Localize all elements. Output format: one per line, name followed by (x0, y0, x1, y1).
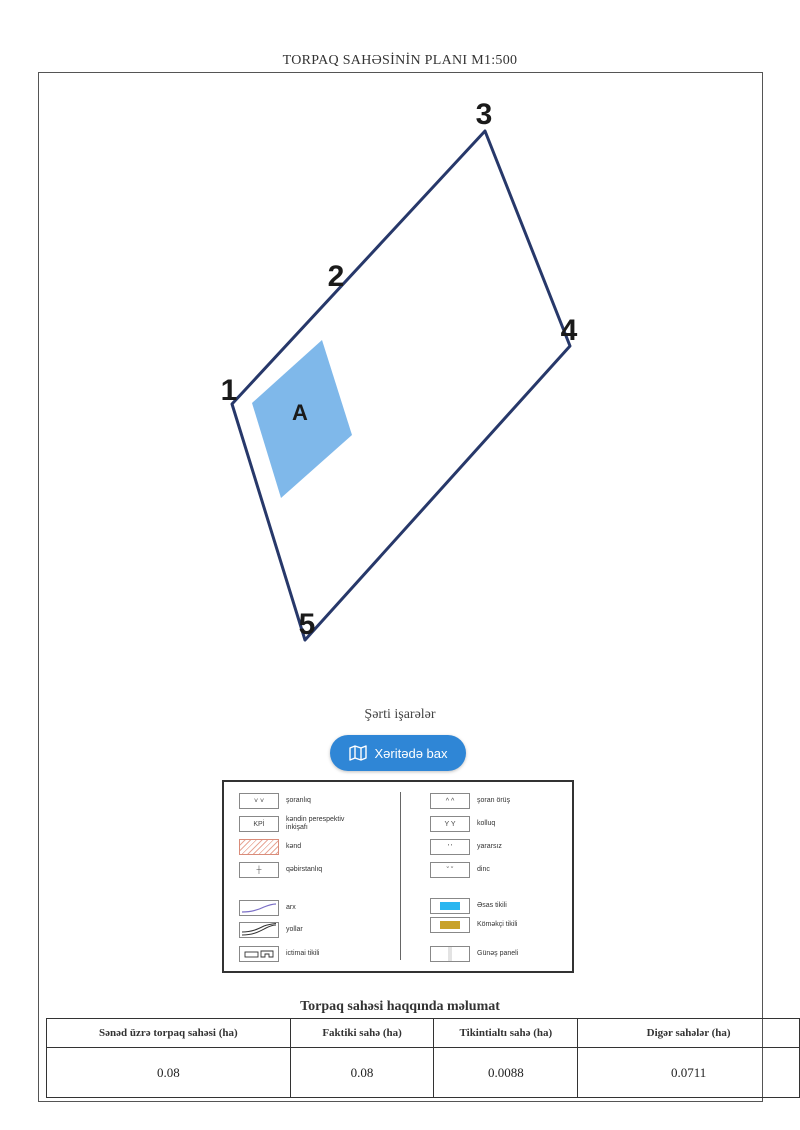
komekci-tikili-symbol (430, 917, 470, 933)
legend-item-kpi (239, 816, 366, 832)
info-title: Torpaq sahəsi haqqında məlumat (300, 999, 500, 1014)
legend-item-soran-orus (430, 793, 557, 809)
legend-box (222, 780, 574, 973)
kolluq-symbol: Y Y (430, 816, 470, 832)
point-label-5: 5 (298, 608, 316, 641)
map-icon (349, 745, 367, 761)
building-a-label: A (292, 400, 308, 425)
esas-tikili-symbol (430, 898, 470, 914)
legend-label: şoranlıq (286, 797, 311, 804)
header-actual-area: Faktiki sahə (ha) (290, 1019, 434, 1048)
legend-item-komekci-tikili (430, 917, 557, 933)
value-other-areas: 0.0711 (578, 1048, 800, 1098)
header-built-area: Tikintialtı sahə (ha) (434, 1019, 578, 1048)
legend-label: Günəş paneli (477, 950, 519, 957)
value-built-area: 0.0088 (434, 1048, 578, 1098)
legend-label: dinc (477, 866, 490, 873)
legend-label: Köməkçi tikili (477, 921, 518, 928)
legend-label: kolluq (477, 820, 496, 827)
soran-orus-symbol: ^ ^ (430, 793, 470, 809)
legend-label: arx (286, 904, 296, 911)
dinc-symbol: ˘ ˘ (430, 862, 470, 878)
legend-label: şoran örüş (477, 797, 511, 804)
legend-item-gunes-paneli (430, 946, 557, 962)
table-row (47, 1048, 800, 1098)
table-header-row (47, 1019, 800, 1048)
point-label-1: 1 (220, 374, 238, 407)
point-label-3: 3 (475, 98, 493, 131)
legend-label: Əsas tikili (477, 902, 507, 909)
legend-item-qebirstanliq (239, 862, 366, 878)
legend-item-yollar (239, 922, 366, 938)
legend-item-yararsiz (430, 839, 557, 855)
legend-label: ictimai tikili (286, 950, 320, 957)
arx-symbol (239, 900, 279, 916)
ictimai-tikili-symbol (239, 946, 279, 962)
header-document-area: Sənəd üzrə torpaq sahəsi (ha) (47, 1019, 291, 1048)
soranliq-symbol: ˅ ˅ (239, 793, 279, 809)
legend-label: kənd (286, 843, 302, 850)
value-actual-area: 0.08 (290, 1048, 434, 1098)
legend-heading: Şərti işarələr (364, 707, 436, 722)
legend-divider (400, 792, 401, 960)
legend-label: kəndin perespektiv inkişafı (286, 816, 345, 831)
legend-item-kend (239, 839, 366, 855)
plot-info-table (46, 1018, 800, 1098)
page-title: TORPAQ SAHƏSİNİN PLANI M1:500 (282, 53, 518, 68)
qebirstanliq-symbol: ┼ (239, 862, 279, 878)
legend-item-soranliq (239, 793, 366, 809)
legend-item-arx (239, 900, 366, 916)
legend-label: yararsız (477, 843, 502, 850)
kpi-symbol: KPİ (239, 816, 279, 832)
legend-item-kolluq (430, 816, 557, 832)
kend-hatch-symbol (239, 839, 279, 855)
view-on-map-button[interactable] (330, 735, 466, 771)
legend-item-esas-tikili (430, 898, 557, 914)
legend-item-dinc (430, 862, 557, 878)
value-document-area: 0.08 (47, 1048, 291, 1098)
header-other-areas: Digər sahələr (ha) (578, 1019, 800, 1048)
yollar-symbol (239, 922, 279, 938)
point-label-4: 4 (560, 314, 578, 347)
view-on-map-label: Xəritədə bax (374, 745, 448, 761)
gunes-paneli-symbol (430, 946, 470, 962)
point-label-2: 2 (327, 260, 345, 293)
legend-item-ictimai-tikili (239, 946, 366, 962)
yararsiz-symbol: ' ' (430, 839, 470, 855)
legend-label: yollar (286, 926, 303, 933)
legend-label: qəbirstanlıq (286, 866, 323, 873)
